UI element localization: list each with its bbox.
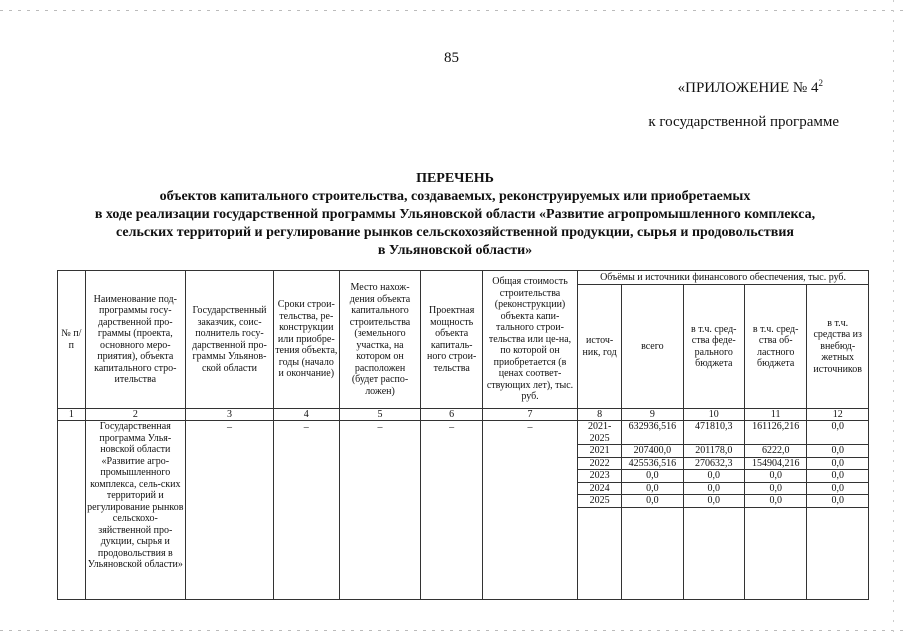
column-number: 4 <box>274 409 340 421</box>
header-funding-group: Объёмы и источники финансового обеспечения, тыс. руб. <box>578 271 869 285</box>
column-number: 8 <box>578 409 622 421</box>
scan-artifact-bottom <box>0 630 905 631</box>
year-cell: 2023 <box>578 470 622 483</box>
empty-cell <box>683 507 744 599</box>
year-cell: 2022 <box>578 457 622 470</box>
appendix-superscript: 2 <box>818 78 823 88</box>
column-number: 2 <box>85 409 185 421</box>
document-heading <box>40 170 870 260</box>
header-federal: в т.ч. сред-ства феде-рального бюджета <box>683 285 744 409</box>
appendix-label <box>678 78 823 97</box>
extrabudget-cell: 0,0 <box>807 482 869 495</box>
heading-line-4: сельских территорий и регулирование рынков сельскохозяйственной продукции, сырья и продовольствия <box>116 225 794 240</box>
header-location: Место нахож-дения объекта капитального строительства (земельного участка, на котором он расположен (будет распо-ложен) <box>339 271 421 409</box>
empty-cell <box>622 507 683 599</box>
scan-artifact-edge <box>893 0 894 640</box>
objects-table <box>57 270 869 600</box>
heading-line-3: в ходе реализации государственной программы Ульяновской области «Развитие агропромышленного комплекса, <box>94 207 816 222</box>
extrabudget-cell: 0,0 <box>807 445 869 458</box>
page-number: 85 <box>444 50 459 66</box>
total-cell: 632936,516 <box>622 421 683 445</box>
header-name: Наименование под-программы госу-дарственной про-граммы (проекта, основного меро-приятия), объекта капитального стро-ительства <box>85 271 185 409</box>
extrabudget-cell: 0,0 <box>807 470 869 483</box>
federal-cell: 0,0 <box>683 495 744 508</box>
federal-cell: 0,0 <box>683 482 744 495</box>
extrabudget-cell: 0,0 <box>807 495 869 508</box>
empty-cell <box>578 507 622 599</box>
total-cell: 207400,0 <box>622 445 683 458</box>
table-row <box>58 421 869 445</box>
regional-cell: 0,0 <box>744 495 806 508</box>
regional-cell: 161126,216 <box>744 421 806 445</box>
regional-cell: 0,0 <box>744 482 806 495</box>
total-cell: 0,0 <box>622 470 683 483</box>
header-capacity: Проектная мощность объекта капиталь-ного строи-тельства <box>421 271 482 409</box>
program-name-cell: Государственная программа Улья-новской области «Развитие агро-промышленного комплекса, сель-ских территорий и регулирование рынков сельскохо-зяйственной про-дукции, сырья и продовольствия в Ульяновской области» <box>85 421 185 600</box>
header-extrabudget: в т.ч. средства из внебюд-жетных источников <box>807 285 869 409</box>
extrabudget-cell: 0,0 <box>807 421 869 445</box>
header-regional: в т.ч. сред-ства об-ластного бюджета <box>744 285 806 409</box>
heading-title: ПЕРЕЧЕНЬ <box>416 171 494 186</box>
header-number: № п/п <box>58 271 86 409</box>
column-number: 9 <box>622 409 683 421</box>
header-terms: Сроки строи-тельства, ре-конструкции или приобре-тения объекта, годы (начало и окончание) <box>274 271 340 409</box>
heading-line-2: объектов капитального строительства, создаваемых, реконструируемых или приобретаемых <box>159 189 751 204</box>
total-cell: 425536,516 <box>622 457 683 470</box>
header-customer: Государственный заказчик, соис-полнитель госу-дарственной про-граммы Ульянов-ской области <box>185 271 273 409</box>
column-number: 3 <box>185 409 273 421</box>
column-number: 10 <box>683 409 744 421</box>
federal-cell: 201178,0 <box>683 445 744 458</box>
empty-cell <box>807 507 869 599</box>
regional-cell: 0,0 <box>744 470 806 483</box>
heading-line-5: в Ульяновской области» <box>377 243 533 258</box>
year-cell: 2021 <box>578 445 622 458</box>
year-cell: 2025 <box>578 495 622 508</box>
total-cell: 0,0 <box>622 482 683 495</box>
location-cell: – <box>339 421 421 600</box>
regional-cell: 154904,216 <box>744 457 806 470</box>
regional-cell: 6222,0 <box>744 445 806 458</box>
extrabudget-cell: 0,0 <box>807 457 869 470</box>
appendix-text: «ПРИЛОЖЕНИЕ № 4 <box>677 80 819 96</box>
capacity-cell: – <box>421 421 482 600</box>
total-cost-cell: – <box>482 421 577 600</box>
year-cell: 2021-2025 <box>578 421 622 445</box>
header-total: всего <box>622 285 683 409</box>
empty-cell <box>744 507 806 599</box>
header-total-cost: Общая стоимость строительства (реконструкции) объекта капи-тального строи-тельства или це-на, по которой он приобретается (в ценах соответ-ствующих лет), тыс. руб. <box>482 271 577 409</box>
scan-artifact-top <box>0 10 905 11</box>
federal-cell: 270632,3 <box>683 457 744 470</box>
customer-cell: – <box>185 421 273 600</box>
column-number: 11 <box>744 409 806 421</box>
appendix-subtitle: к государственной программе <box>648 114 839 130</box>
column-number: 12 <box>807 409 869 421</box>
column-number: 6 <box>421 409 482 421</box>
header-source-year: источ-ник, год <box>578 285 622 409</box>
column-number: 7 <box>482 409 577 421</box>
column-number: 5 <box>339 409 421 421</box>
year-cell: 2024 <box>578 482 622 495</box>
row-number-cell <box>58 421 86 600</box>
federal-cell: 471810,3 <box>683 421 744 445</box>
federal-cell: 0,0 <box>683 470 744 483</box>
total-cell: 0,0 <box>622 495 683 508</box>
column-number: 1 <box>58 409 86 421</box>
terms-cell: – <box>274 421 340 600</box>
